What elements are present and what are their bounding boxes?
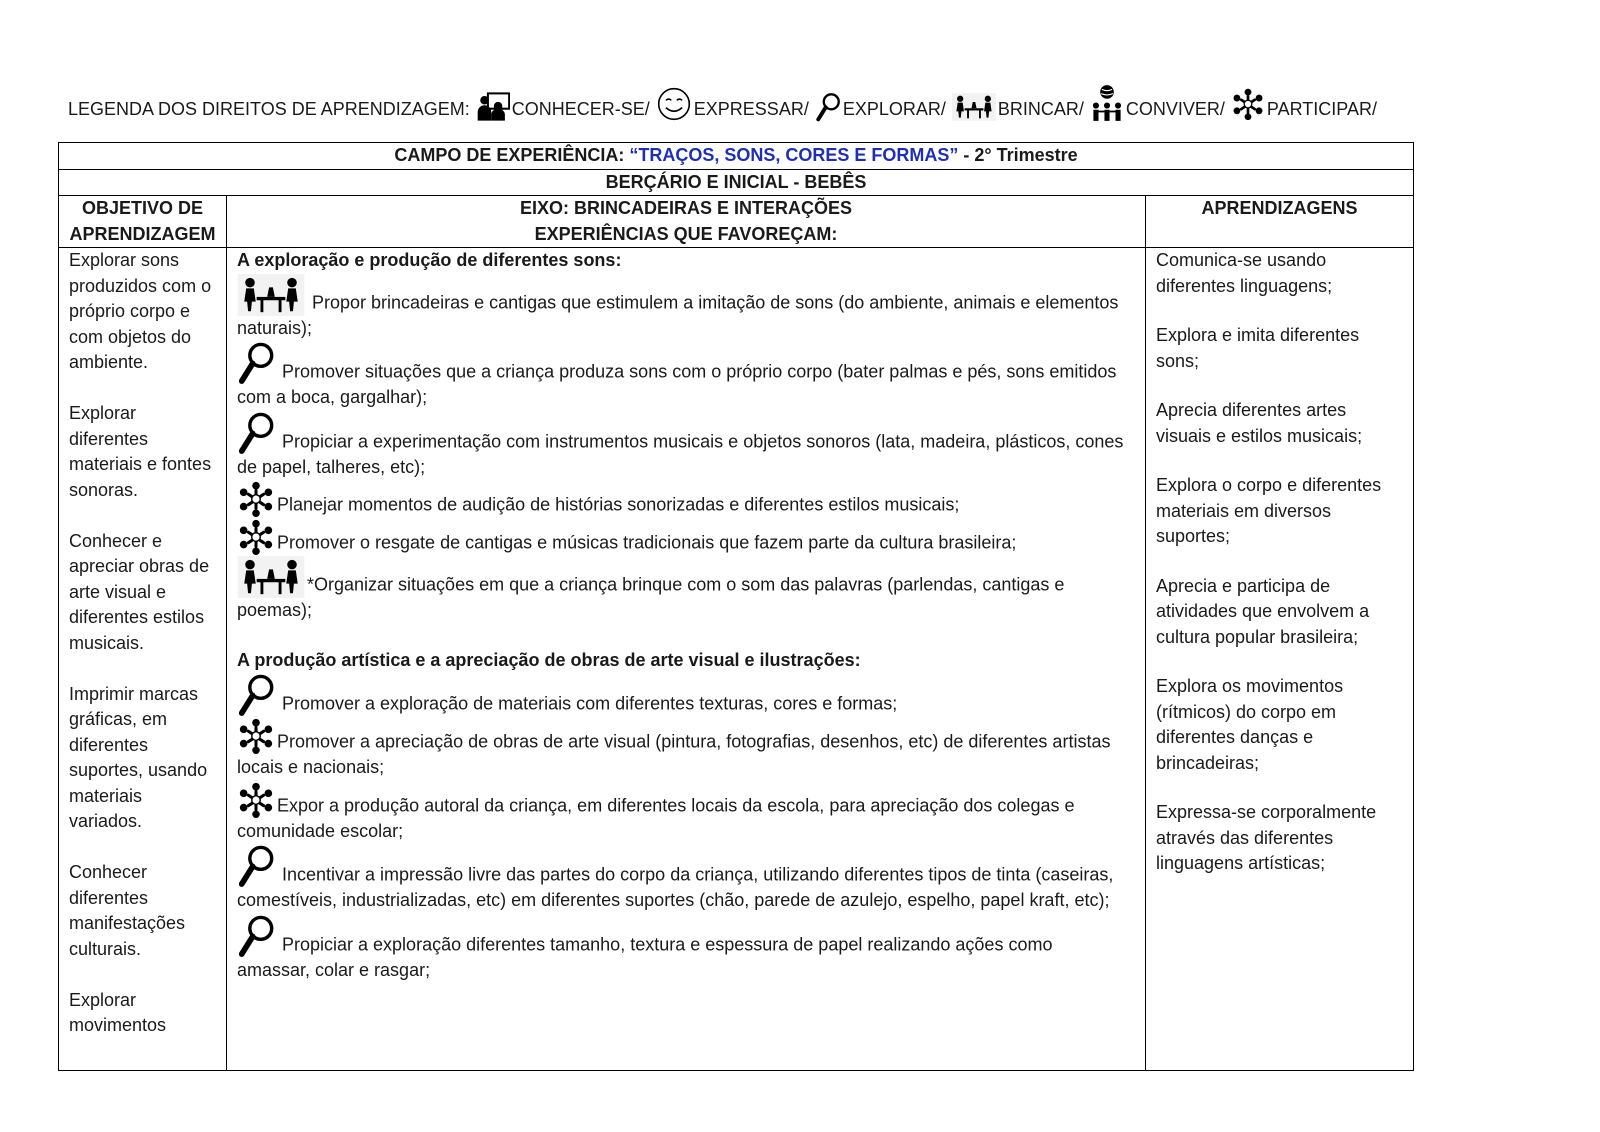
magnifier-icon	[237, 914, 275, 958]
section-title: A produção artística e a apreciação de obras de arte visual e ilustrações:	[237, 649, 861, 670]
experiences-cell	[227, 248, 1146, 1071]
children-table-icon	[237, 556, 305, 598]
activity-item: Promover situações que a criança produza sons com o próprio corpo (bater palmas e pés, sons emitidos com a boca, gargalhar);	[237, 341, 1127, 411]
objectives-cell	[59, 248, 227, 1071]
legend-item-conviver	[1084, 84, 1225, 122]
objective-item: Explorar movimentos	[69, 989, 167, 1035]
objective-item: Explorar diferentes materiais e fontes sonoras.	[69, 403, 212, 500]
activity-item: Planejar momentos de audição de histórias sonorizadas e diferentes estilos musicais;	[237, 480, 1127, 518]
activity-item: Promover a apreciação de obras de arte visual (pintura, fotografias, desenhos, etc) de diferentes artistas locais e nacionais;	[237, 717, 1127, 781]
legend-item-label: BRINCAR/	[997, 99, 1084, 119]
legend-item-explorar	[809, 92, 946, 122]
participation-star-icon	[237, 781, 275, 819]
legend-item-label: CONVIVER/	[1125, 99, 1225, 119]
learning-item: Aprecia diferentes artes visuais e estilos musicais;	[1156, 400, 1363, 446]
participation-star-icon	[237, 717, 275, 755]
col1-header: OBJETIVO DE APRENDIZAGEM	[59, 196, 227, 248]
col2-header: EIXO: BRINCADEIRAS E INTERAÇÕES EXPERIÊNCIAS QUE FAVOREÇAM:	[227, 196, 1146, 248]
objective-item: Conhecer e apreciar obras de arte visual e diferentes estilos musicais.	[69, 530, 210, 653]
legend-item-participar	[1225, 86, 1377, 122]
legend-label: LEGENDA DOS DIREITOS DE APRENDIZAGEM:	[68, 99, 470, 119]
activity-item: Propiciar a experimentação com instrumentos musicais e objetos sonoros (lata, madeira, plásticos, cones de papel, talheres, etc);	[237, 411, 1127, 481]
table-title: CAMPO DE EXPERIÊNCIA: “TRAÇOS, SONS, CORES E FORMAS” - 2° Trimestre	[59, 143, 1414, 170]
magnifier-icon	[237, 411, 275, 455]
smiley-icon	[656, 86, 692, 122]
activity-item: Propiciar a exploração diferentes tamanho, textura e espessura de papel realizando ações como amassar, colar e rasgar;	[237, 914, 1127, 984]
magnifier-icon	[815, 92, 841, 122]
table-subtitle: BERÇÁRIO E INICIAL - BEBÊS	[59, 169, 1414, 196]
people-board-icon	[476, 92, 510, 122]
learning-item: Comunica-se usando diferentes linguagens;	[1156, 250, 1333, 296]
objective-item: Imprimir marcas gráficas, em diferentes suportes, usando materiais variados.	[69, 683, 208, 831]
participation-star-icon	[1231, 86, 1265, 122]
learning-item: Aprecia e participa de atividades que envolvem a cultura popular brasileira;	[1156, 575, 1370, 647]
learning-item: Explora os movimentos (rítmicos) do corpo em diferentes danças e brincadeiras;	[1156, 676, 1344, 773]
learning-item: Explora e imita diferentes sons;	[1156, 325, 1360, 371]
learning-item: Explora o corpo e diferentes materiais em diversos suportes;	[1156, 475, 1382, 546]
participation-star-icon	[237, 518, 275, 556]
legend-item-label: EXPLORAR/	[842, 99, 946, 119]
children-table-icon	[237, 274, 305, 316]
legend-item-label: PARTICIPAR/	[1266, 99, 1377, 119]
activity-item: Promover a exploração de materiais com diferentes texturas, cores e formas;	[237, 673, 1127, 717]
curriculum-table	[58, 142, 1414, 1071]
magnifier-icon	[237, 673, 275, 717]
objective-item: Explorar sons produzidos com o próprio corpo e com objetos do ambiente.	[69, 250, 212, 372]
legend-item-expressar	[650, 86, 809, 122]
activity-item: Incentivar a impressão livre das partes do corpo da criança, utilizando diferentes tipos de tinta (caseiras, comestíveis, industrializadas, etc) em diferentes suportes (chão, parede de azulejo, espelho, papel kraft, etc);	[237, 844, 1127, 914]
field-name: “TRAÇOS, SONS, CORES E FORMAS”	[629, 145, 959, 165]
legend-bar	[68, 64, 1377, 122]
legend-item-label: CONHECER-SE/	[511, 99, 650, 119]
children-table-icon	[952, 92, 996, 122]
globe-people-icon	[1090, 84, 1124, 122]
participation-star-icon	[237, 480, 275, 518]
activity-item: Expor a produção autoral da criança, em diferentes locais da escola, para apreciação dos colegas e comunidade escolar;	[237, 781, 1127, 845]
activity-item: Propor brincadeiras e cantigas que estimulem a imitação de sons (do ambiente, animais e elementos naturais);	[237, 274, 1127, 342]
legend-item-conhecer	[470, 92, 650, 122]
objective-item: Conhecer diferentes manifestações culturais.	[69, 862, 186, 959]
activity-item: *Organizar situações em que a criança brinque com o som das palavras (parlendas, cantigas e poemas);	[237, 556, 1127, 624]
activity-item: Promover o resgate de cantigas e músicas tradicionais que fazem parte da cultura brasileira;	[237, 518, 1127, 556]
legend-item-brincar	[946, 92, 1084, 122]
section-title: A exploração e produção de diferentes sons:	[237, 250, 622, 270]
magnifier-icon	[237, 844, 275, 888]
learnings-cell	[1146, 248, 1414, 1071]
legend-item-label: EXPRESSAR/	[693, 99, 809, 119]
magnifier-icon	[237, 341, 275, 385]
learning-item: Expressa-se corporalmente através das diferentes linguagens artísticas;	[1156, 802, 1377, 873]
col3-header: APRENDIZAGENS	[1146, 196, 1414, 248]
